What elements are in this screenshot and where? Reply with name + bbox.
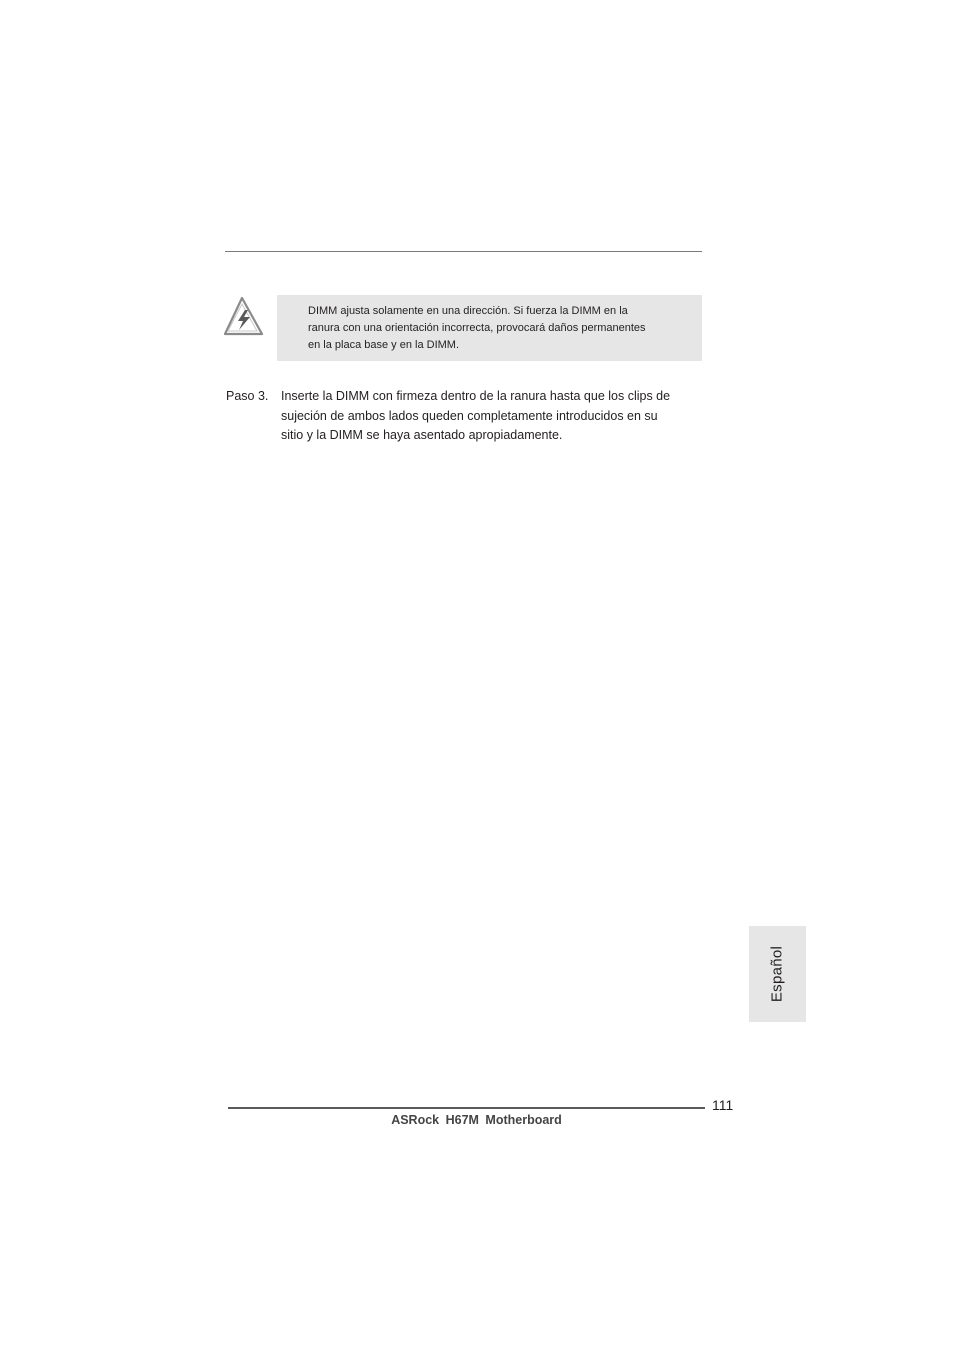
top-divider xyxy=(225,251,702,252)
language-tab-label: Español xyxy=(768,945,786,1003)
step-label: Paso 3. xyxy=(226,389,269,403)
page-number: 111 xyxy=(712,1097,734,1113)
note-line: ranura con una orientación incorrecta, provocará daños permanentes xyxy=(308,322,646,334)
language-tab xyxy=(749,926,806,1022)
footer-product-title: ASRock H67M Motherboard xyxy=(391,1113,562,1127)
note-line: DIMM ajusta solamente en una dirección. Si fuerza la DIMM en la xyxy=(308,305,628,317)
warning-electric-icon xyxy=(223,296,265,336)
footer-divider xyxy=(228,1107,705,1109)
step-line: Inserte la DIMM con firmeza dentro de la ranura hasta que los clips de xyxy=(281,389,671,403)
step-line: sitio y la DIMM se haya asentado apropiadamente. xyxy=(281,428,563,442)
note-line: en la placa base y en la DIMM. xyxy=(308,339,460,351)
step-line: sujeción de ambos lados queden completamente introducidos en su xyxy=(281,408,658,423)
warning-note-box xyxy=(277,295,702,361)
step-instructions xyxy=(281,387,701,446)
